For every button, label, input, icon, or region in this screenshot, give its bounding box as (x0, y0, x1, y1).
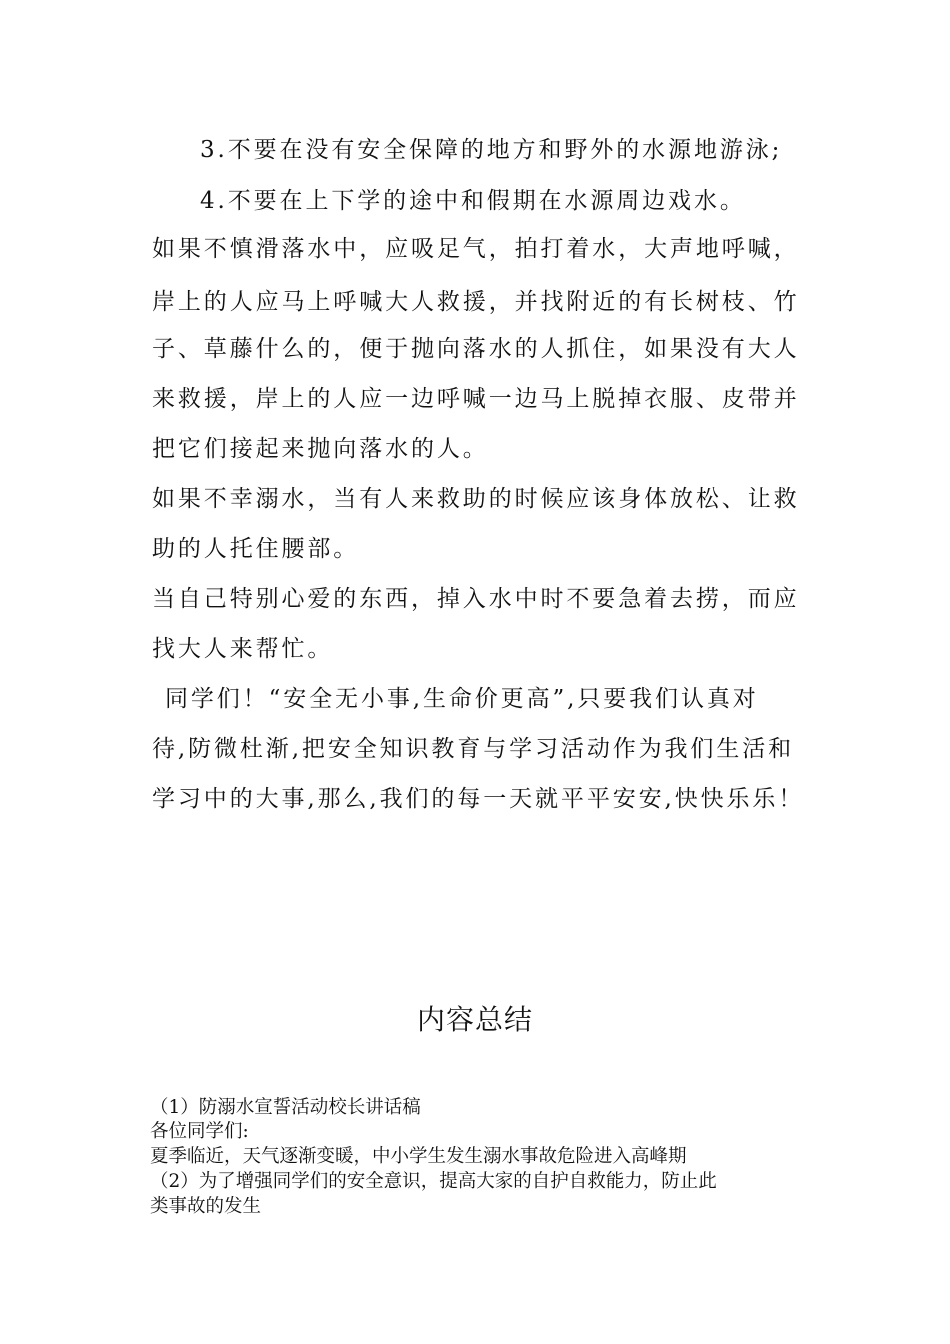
body-line: 同学们！“安全无小事,生命价更高”,只要我们认真对 (165, 686, 759, 712)
body-line: 4.不要在上下学的途中和假期在水源周边戏水。 (200, 188, 746, 214)
body-line: 来救援，岸上的人应一边呼喊一边马上脱掉衣服、皮带并 (152, 386, 800, 412)
body-line: 岸上的人应马上呼喊大人救援，并找附近的有长树枝、竹 (152, 289, 800, 315)
summary-line: 各位同学们: (150, 1121, 249, 1142)
body-line: 助的人托住腰部。 (152, 536, 360, 562)
summary-line: （1）防溺水宣誓活动校长讲话稿 (150, 1097, 421, 1118)
summary-title: 内容总结 (416, 1003, 533, 1036)
summary-line: （2）为了增强同学们的安全意识，提高大家的自护自救能力，防止此 (150, 1171, 717, 1192)
body-line: 待,防微杜渐,把安全知识教育与学习活动作为我们生活和 (152, 736, 795, 762)
summary-line: 夏季临近，天气逐渐变暖，中小学生发生溺水事故危险进入高峰期 (150, 1146, 687, 1167)
body-line: 如果不慎滑落水中，应吸足气，拍打着水，大声地呼喊， (152, 236, 800, 262)
body-line: 子、草藤什么的，便于抛向落水的人抓住，如果没有大人 (152, 336, 800, 362)
body-line: 3.不要在没有安全保障的地方和野外的水源地游泳; (200, 137, 783, 163)
body-line: 如果不幸溺水，当有人来救助的时候应该身体放松、让救 (152, 486, 800, 512)
body-line: 当自己特别心爱的东西，掉入水中时不要急着去捞，而应 (152, 586, 800, 612)
body-line: 把它们接起来抛向落水的人。 (152, 436, 489, 462)
summary-line: 类事故的发生 (150, 1196, 262, 1217)
body-line: 找大人来帮忙。 (152, 636, 334, 662)
body-line: 学习中的大事,那么,我们的每一天就平平安安,快快乐乐！ (152, 786, 805, 812)
